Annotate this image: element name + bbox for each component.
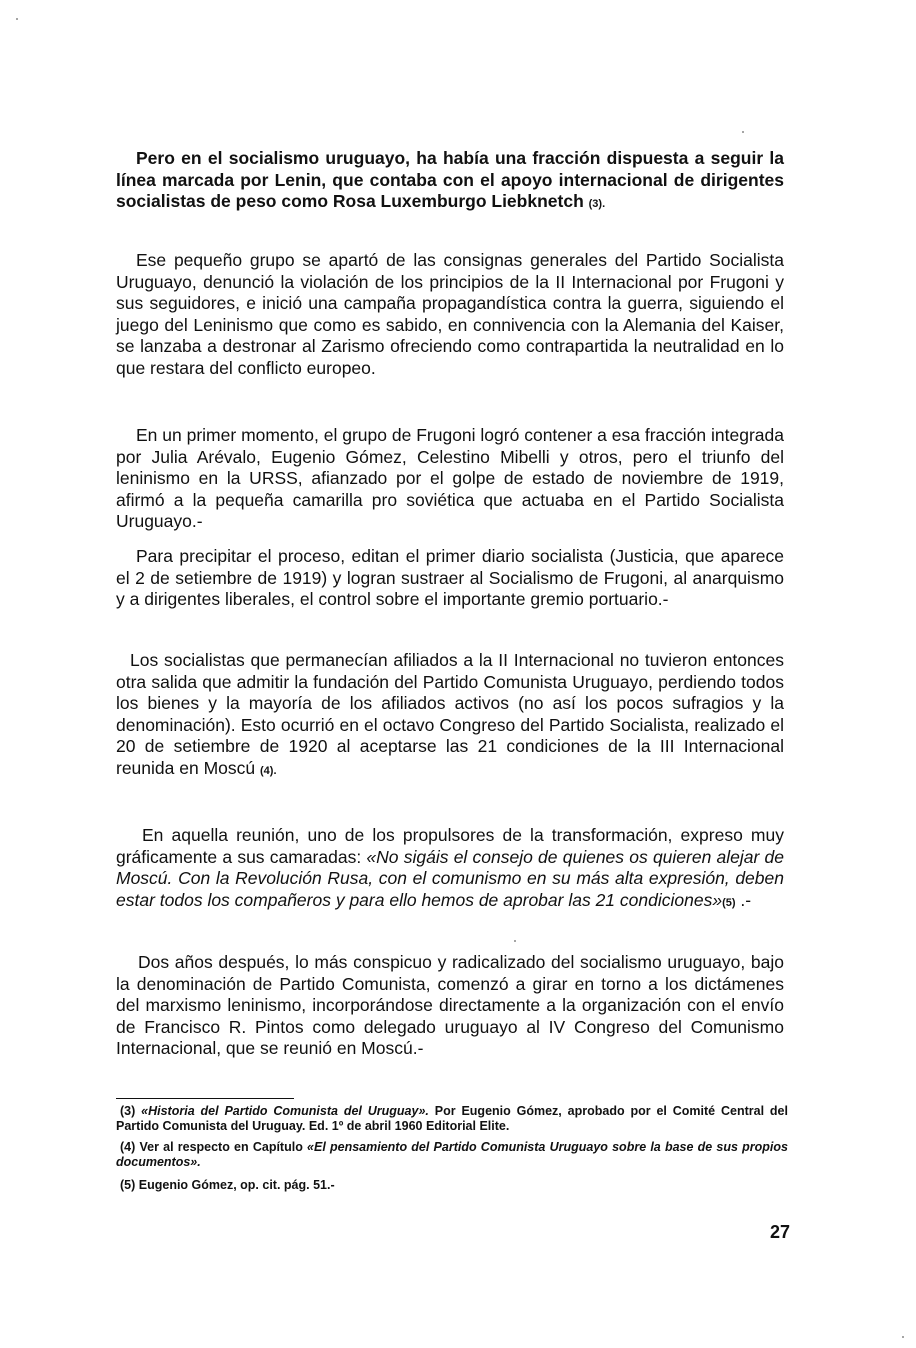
- paragraph-6-quote: «No sigáis el consejo de quienes os quieren alejar de Moscú. Con la Revolución Rusa, con el comunismo en su más alta expresión, deben estar todos los compañeros y para ello hemos de aprobar las 21 condiciones»: [116, 846, 785, 910]
- paragraph-4: [116, 546, 784, 611]
- footnote-4-title: «El pensamiento del Partido Comunista Uruguayo sobre la base de sus propios documentos».: [116, 1140, 788, 1169]
- page-number: 27: [770, 1222, 791, 1242]
- scan-speck: [16, 18, 18, 20]
- paragraph-6-tail: .-: [735, 889, 752, 910]
- paragraph-1: [116, 148, 784, 216]
- footnote-3-number: (3): [120, 1104, 136, 1118]
- paragraph-5-text: Los socialistas que permanecían afiliados a la II Internacional no tuvieron entonces otra salida que admitir la fundación del Partido Comunista Uruguayo, perdiendo todos los bienes y la mayoría de los afiliados activos (no así los pocos sufragios y la denominación). Esto ocurrió en el octavo Congreso del Partido Socialista, realizado el 20 de setiembre de 1920 al aceptarse las 21 condiciones de la III Internacional reunida en Moscú: [116, 650, 784, 778]
- footnote-4-number: (4): [120, 1140, 136, 1154]
- footnote-ref-4: (4).: [260, 764, 277, 777]
- paragraph-7: [116, 952, 784, 1060]
- footnote-5-text: Eugenio Gómez, op. cit. pág. 51.-: [135, 1178, 335, 1192]
- footnote-4: [116, 1140, 788, 1170]
- paragraph-5: [116, 650, 784, 782]
- paragraph-1-text: Pero en el socialismo uruguayo, ha había una fracción dispuesta a seguir la línea marcada por Lenin, que contaba con el apoyo internacional de dirigentes socialistas de peso como Rosa Luxemburgo Liebknetch: [116, 148, 784, 211]
- paragraph-6: [116, 825, 784, 914]
- footnote-3-title: «Historia del Partido Comunista del Uruguay».: [141, 1104, 429, 1118]
- footnote-3-text: Por Eugenio Gómez, aprobado por el Comité Central del Partido Comunista del Uruguay. Ed. 1º de abril 1960 Editorial Elite.: [116, 1104, 788, 1133]
- paragraph-3-text: En un primer momento, el grupo de Frugoni logró contener a esa fracción integrada por Julia Arévalo, Eugenio Gómez, Celestino Mibelli y otros, pero el triunfo del leninismo en la URSS, afianzado por el golpe de estado de noviembre de 1919, afirmó a la pequeña camarilla pro soviética que actuaba en el Partido Socialista Uruguayo.-: [116, 425, 784, 531]
- footnote-4-lead: Ver al respecto en Capítulo: [135, 1140, 308, 1154]
- scan-speck: [902, 1336, 904, 1338]
- paragraph-2: [116, 250, 784, 379]
- scan-speck: [742, 131, 744, 133]
- footnote-ref-5: (5): [722, 896, 736, 909]
- paragraph-4-text: Para precipitar el proceso, editan el primer diario socialista (Justicia, que aparece el 2 de setiembre de 1919) y logran sustraer al Socialismo de Frugoni, al anarquismo y a dirigentes liberales, el control sobre el importante gremio portuario.-: [116, 546, 784, 609]
- paragraph-6-intro: En aquella reunión, uno de los propulsores de la transformación, expreso muy gráficamente a sus camaradas:: [116, 825, 784, 867]
- footnote-5-number: (5): [120, 1178, 136, 1192]
- footnote-5: [116, 1178, 788, 1193]
- paragraph-3: [116, 425, 784, 533]
- footnote-3: [116, 1104, 788, 1134]
- paragraph-2-text: Ese pequeño grupo se apartó de las consignas generales del Partido Socialista Uruguayo, denunció la violación de los principios de la II Internacional por Frugoni y sus seguidores, e inició una campaña propagandística contra la guerra, siguiendo el juego del Leninismo que como es sabido, en connivencia con la Alemania del Kaiser, se lanzaba a destronar al Zarismo ofreciendo como contrapartida la neutralidad en lo que restara del conflicto europeo.: [116, 250, 784, 378]
- paragraph-7-text: Dos años después, lo más conspicuo y radicalizado del socialismo uruguayo, bajo la denominación de Partido Comunista, comenzó a girar en torno a los dictámenes del marxismo leninismo, incorporándose directamente a la organización con el envío de Francisco R. Pintos como delegado uruguayo al IV Congreso del Comunismo Internacional, que se reunió en Moscú.-: [116, 952, 784, 1058]
- scan-speck: [514, 940, 516, 942]
- footnote-ref-3: (3).: [588, 198, 606, 210]
- footnote-divider: [116, 1098, 294, 1099]
